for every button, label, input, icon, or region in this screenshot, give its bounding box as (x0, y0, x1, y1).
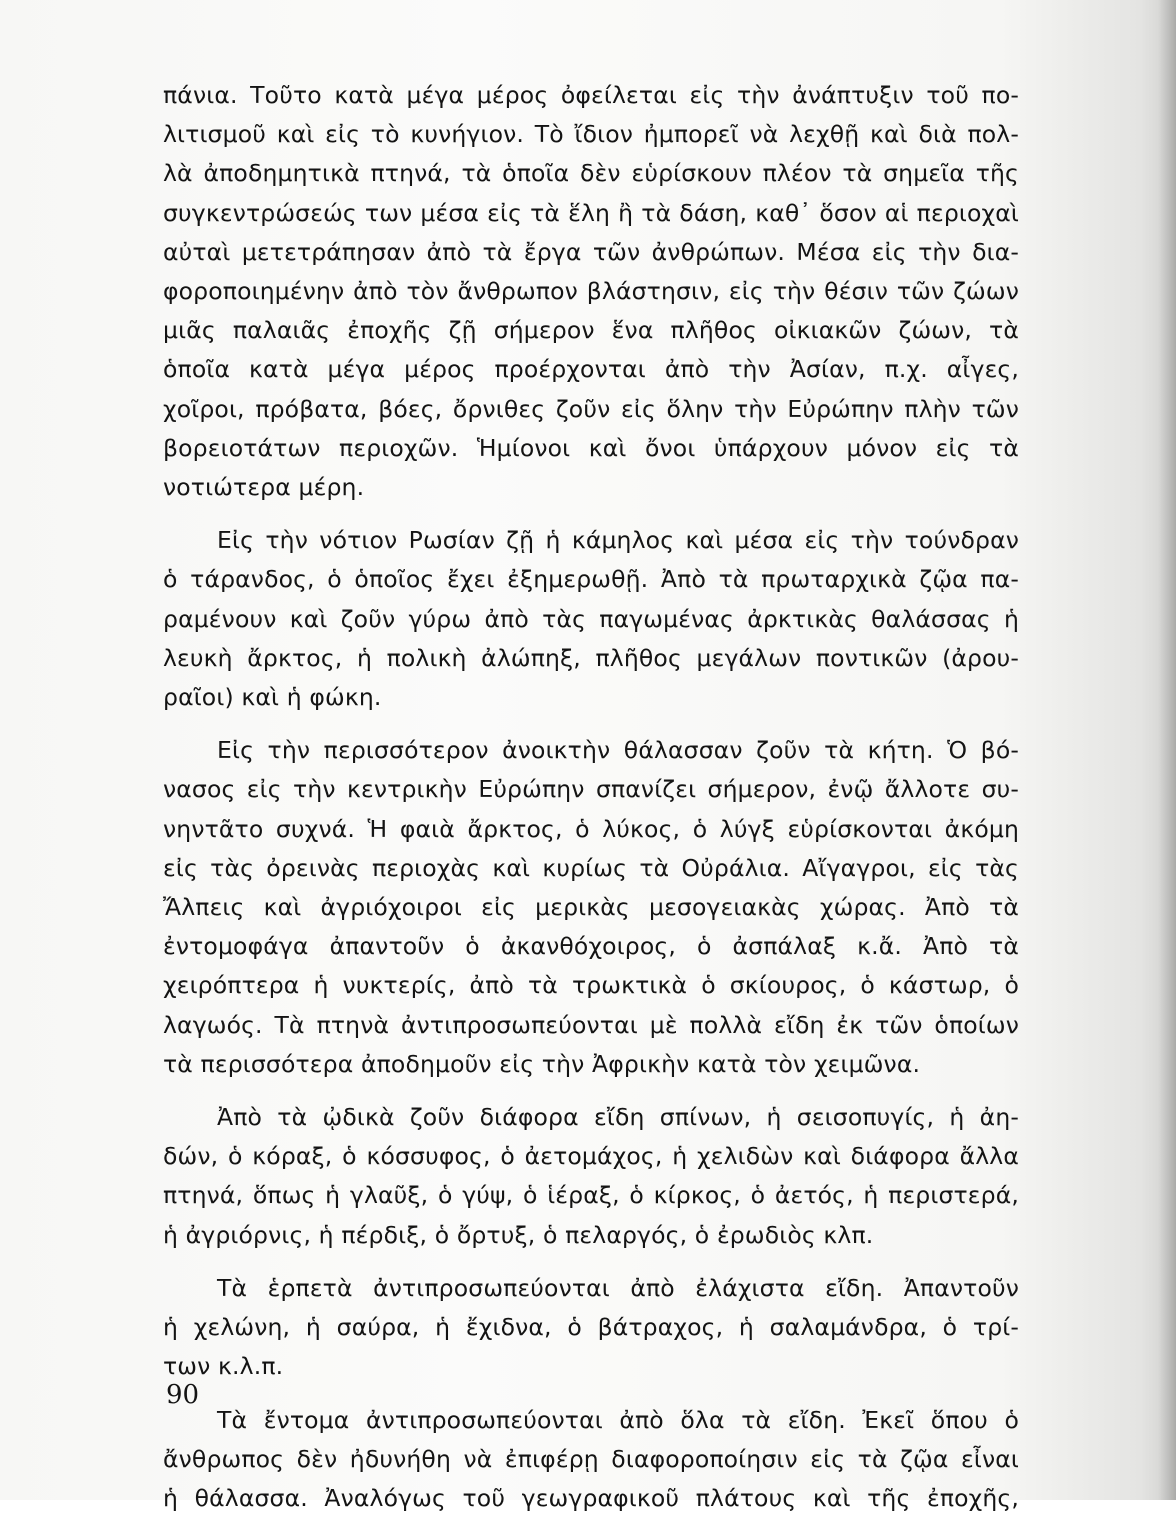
text-line: χοῖροι, πρόβατα, βόες, ὄρνιθες ζοῦν εἰς ὅλην τὴν Εὐρώπην πλὴν τῶν (163, 390, 1019, 429)
text-line: φοροποιημένην ἀπὸ τὸν ἄνθρωπον βλάστησιν, εἰς τὴν θέσιν τῶν ζώων (163, 272, 1019, 311)
text-line: εἰς τὰς ὀρεινὰς περιοχὰς καὶ κυρίως τὰ Οὐράλια. Αἴγαγροι, εἰς τὰς (163, 849, 1019, 888)
text-line: Ἄλπεις καὶ ἀγριόχοιροι εἰς μερικὰς μεσογειακὰς χώρας. Ἀπὸ τὰ (163, 888, 1019, 927)
text-line: των κ.λ.π. (163, 1347, 1019, 1386)
text-line: χειρόπτερα ἡ νυκτερίς, ἀπὸ τὰ τρωκτικὰ ὁ σκίουρος, ὁ κάστωρ, ὁ (163, 966, 1019, 1005)
paragraph-6 (163, 1401, 1019, 1518)
text-line: δών, ὁ κόραξ, ὁ κόσσυφος, ὁ ἀετομάχος, ἡ χελιδὼν καὶ διάφορα ἄλλα (163, 1137, 1019, 1176)
paragraph-3 (163, 731, 1019, 1084)
text-line: νασος εἰς τὴν κεντρικὴν Εὐρώπην σπανίζει σήμερον, ἐνῷ ἄλλοτε συ- (163, 770, 1019, 809)
text-line: λαγωός. Τὰ πτηνὰ ἀντιπροσωπεύονται μὲ πολλὰ εἴδη ἐκ τῶν ὁποίων (163, 1006, 1019, 1045)
text-line: Εἰς τὴν νότιον Ρωσίαν ζῇ ἡ κάμηλος καὶ μέσα εἰς τὴν τούνδραν (163, 521, 1019, 560)
text-line: ραμένουν καὶ ζοῦν γύρω ἀπὸ τὰς παγωμένας ἀρκτικὰς θαλάσσας ἡ (163, 600, 1019, 639)
text-line: ὁποῖα κατὰ μέγα μέρος προέρχονται ἀπὸ τὴν Ἀσίαν, π.χ. αἶγες, (163, 350, 1019, 389)
text-line: ἡ θάλασσα. Ἀναλόγως τοῦ γεωγραφικοῦ πλάτους καὶ τῆς ἐποχῆς, (163, 1479, 1019, 1518)
body-text (163, 76, 1019, 1518)
text-line: μιᾶς παλαιᾶς ἐποχῆς ζῇ σήμερον ἕνα πλῆθος οἰκιακῶν ζώων, τὰ (163, 311, 1019, 350)
text-line: τὰ περισσότερα ἀποδημοῦν εἰς τὴν Ἀφρικὴν κατὰ τὸν χειμῶνα. (163, 1045, 1019, 1084)
paragraph-1 (163, 76, 1019, 507)
text-line: λιτισμοῦ καὶ εἰς τὸ κυνήγιον. Τὸ ἴδιον ἠμπορεῖ νὰ λεχθῇ καὶ διὰ πολ- (163, 115, 1019, 154)
text-line: βορειοτάτων περιοχῶν. Ἡμίονοι καὶ ὄνοι ὑπάρχουν μόνον εἰς τὰ (163, 429, 1019, 468)
text-line: ραῖοι) καὶ ἡ φώκη. (163, 678, 1019, 717)
text-line: συγκεντρώσεώς των μέσα εἰς τὰ ἕλη ἢ τὰ δάση, καθ᾽ ὅσον αἱ περιοχαὶ (163, 194, 1019, 233)
text-line: πτηνά, ὅπως ἡ γλαῦξ, ὁ γύψ, ὁ ἱέραξ, ὁ κίρκος, ὁ ἀετός, ἡ περιστερά, (163, 1176, 1019, 1215)
paragraph-5 (163, 1269, 1019, 1387)
text-line: ἐντομοφάγα ἀπαντοῦν ὁ ἀκανθόχοιρος, ὁ ἀσπάλαξ κ.ἄ. Ἀπὸ τὰ (163, 927, 1019, 966)
text-line: αὐταὶ μετετράπησαν ἀπὸ τὰ ἔργα τῶν ἀνθρώπων. Μέσα εἰς τὴν δια- (163, 233, 1019, 272)
page-number: 90 (166, 1380, 199, 1410)
text-line: ὁ τάρανδος, ὁ ὁποῖος ἔχει ἐξημερωθῇ. Ἀπὸ τὰ πρωταρχικὰ ζῷα πα- (163, 560, 1019, 599)
text-line: λὰ ἀποδημητικὰ πτηνά, τὰ ὁποῖα δὲν εὑρίσκουν πλέον τὰ σημεῖα τῆς (163, 154, 1019, 193)
text-line: Εἰς τὴν περισσότερον ἀνοικτὴν θάλασσαν ζοῦν τὰ κήτη. Ὁ βό- (163, 731, 1019, 770)
text-line: πάνια. Τοῦτο κατὰ μέγα μέρος ὀφείλεται εἰς τὴν ἀνάπτυξιν τοῦ πο- (163, 76, 1019, 115)
paragraph-2 (163, 521, 1019, 717)
text-line: ἡ χελώνη, ἡ σαύρα, ἡ ἔχιδνα, ὁ βάτραχος, ἡ σαλαμάνδρα, ὁ τρί- (163, 1308, 1019, 1347)
text-line: Τὰ ἔντομα ἀντιπροσωπεύονται ἀπὸ ὅλα τὰ εἴδη. Ἐκεῖ ὅπου ὁ (163, 1401, 1019, 1440)
text-line: νοτιώτερα μέρη. (163, 468, 1019, 507)
binding-shadow (1158, 0, 1176, 1500)
paragraph-4 (163, 1098, 1019, 1255)
text-line: ἄνθρωπος δὲν ἠδυνήθη νὰ ἐπιφέρῃ διαφοροποίησιν εἰς τὰ ζῷα εἶναι (163, 1440, 1019, 1479)
text-line: λευκὴ ἄρκτος, ἡ πολικὴ ἀλώπηξ, πλῆθος μεγάλων ποντικῶν (ἀρου- (163, 639, 1019, 678)
text-line: Τὰ ἑρπετὰ ἀντιπροσωπεύονται ἀπὸ ἐλάχιστα εἴδη. Ἀπαντοῦν (163, 1269, 1019, 1308)
text-line: Ἀπὸ τὰ ᾠδικὰ ζοῦν διάφορα εἴδη σπίνων, ἡ σεισοπυγίς, ἡ ἀη- (163, 1098, 1019, 1137)
text-line: ἡ ἀγριόρνις, ἡ πέρδιξ, ὁ ὄρτυξ, ὁ πελαργός, ὁ ἐρωδιὸς κλπ. (163, 1216, 1019, 1255)
text-line: νηντᾶτο συχνά. Ἡ φαιὰ ἄρκτος, ὁ λύκος, ὁ λύγξ εὑρίσκονται ἀκόμη (163, 810, 1019, 849)
